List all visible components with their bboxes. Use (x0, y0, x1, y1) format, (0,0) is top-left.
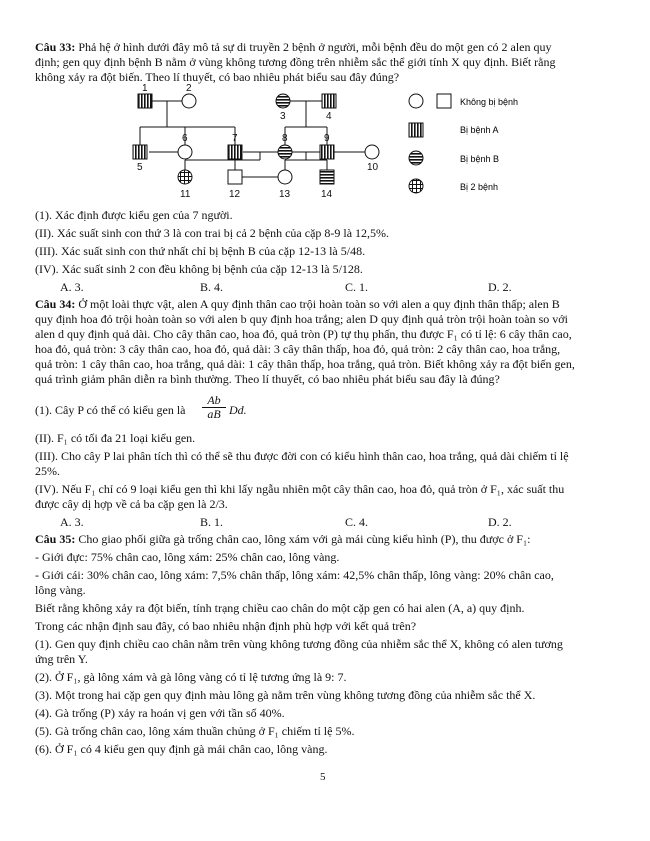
q35-statement-1a: (1). Gen quy định chiều cao chân nằm trên vùng không tương đồng của nhiễm sắc thể X, không có alen tương (35, 637, 563, 651)
q34-option-b: B. 1. (200, 515, 224, 529)
pedigree-num-4: 4 (326, 111, 332, 122)
q33-option-b: B. 4. (200, 280, 224, 294)
q33-line1: Câu 33: Phả hệ ở hình dưới đây mô tả sự di truyền 2 bệnh ở người, mỗi bệnh đều do một gen có 2 alen quy (35, 40, 552, 54)
individual-8 (278, 145, 292, 159)
individual-6 (178, 145, 192, 159)
individual-9 (320, 145, 334, 159)
q35-line1: Câu 35: Cho giao phối giữa gà trống chân cao, lông xám với gà mái cùng kiểu hình (P), thu được ở F₁: (35, 532, 531, 546)
q35-female-result-1: - Giới cái: 30% chân cao, lông xám: 7,5% chân thấp, lông xám: 42,5% chân thấp, lông vàng: 20% chân cao, (35, 568, 554, 582)
q35-female-result-2: lông vàng. (35, 583, 86, 597)
q34-line1: Câu 34: Ở một loài thực vật, alen A quy định thân cao trội hoàn toàn so với alen a quy định thân thấp; alen B (35, 297, 560, 311)
pedigree-diagram (0, 0, 650, 220)
q35-male-result: - Giới đực: 75% chân cao, lông xám: 25% chân cao, lông vàng. (35, 550, 340, 564)
pedigree-num-14: 14 (321, 189, 333, 200)
individual-3 (276, 94, 290, 108)
legend-disease-a (409, 123, 423, 137)
q35-label: Câu 35: (35, 532, 76, 546)
q35-statement-6: (6). Ở F₁ có 4 kiểu gen quy định gà mái chân cao, lông vàng. (35, 742, 328, 756)
q33-line2: định; gen quy định bệnh B nằm ở vùng không tương đồng trên nhiễm sắc thể giới tính X quy định. Biết rằng (35, 55, 556, 69)
pedigree-num-3: 3 (280, 111, 286, 122)
individual-1 (138, 94, 152, 108)
q35-statement-1b: ứng trên Y. (35, 652, 88, 666)
pedigree-num-1: 1 (142, 83, 148, 94)
q34-line3: alen d quy định quả dài. Cho cây thân cao, hoa đỏ, quả tròn (P) tự thụ phấn, thu được F₁ có tỉ lệ: 6 cây thân cao, (35, 327, 572, 341)
q33-line3: không xảy ra đột biến. Theo lí thuyết, có bao nhiêu phát biểu sau đây đúng? (35, 70, 400, 84)
individual-12 (228, 170, 242, 184)
q35-note-2: Trong các nhận định sau đây, có bao nhiêu nhận định phù hợp với kết quả trên? (35, 619, 417, 633)
individual-4 (322, 94, 336, 108)
legend-square-healthy (437, 94, 451, 108)
q33-statement-3: (III). Xác suất sinh con thứ nhất chỉ bị bệnh B của cặp 12-13 là 5/48. (35, 244, 366, 258)
pedigree-num-5: 5 (137, 162, 143, 173)
q34-option-c: C. 4. (345, 515, 369, 529)
q33-statement-1: (1). Xác định được kiểu gen của 7 người. (35, 208, 233, 222)
individual-13 (278, 170, 292, 184)
legend-a-label: Bị bệnh A (460, 125, 499, 135)
fraction-numerator: Ab (207, 393, 221, 407)
q33-statement-4: (IV). Xác suất sinh 2 con đều không bị bệnh của cặp 12-13 là 5/128. (35, 262, 363, 276)
q35-note-1: Biết rằng không xảy ra đột biến, tính trạng chiều cao chân do một cặp gen có hai alen (A, a) quy định. (35, 601, 525, 615)
q33-label: Câu 33: (35, 40, 76, 54)
q34-option-d: D. 2. (488, 515, 512, 529)
legend-both-diseases (409, 179, 423, 193)
q34-option-a: A. 3. (60, 515, 84, 529)
legend-disease-b (409, 151, 423, 165)
q35-statement-3: (3). Một trong hai cặp gen quy định màu lông gà nằm trên vùng không tương đồng của nhiễm sắc thể X. (35, 688, 536, 702)
fraction-denominator: aB (207, 407, 221, 421)
individual-11 (178, 170, 192, 184)
q34-statement-3b: 25%. (35, 464, 60, 478)
pedigree-num-8: 8 (282, 133, 288, 144)
individual-14 (320, 170, 334, 184)
legend-b-label: Bị bệnh B (460, 154, 500, 164)
genotype-fraction (202, 394, 226, 421)
individual-7 (228, 145, 242, 159)
q33-statement-2: (II). Xác suất sinh con thứ 3 là con trai bị cả 2 bệnh của cặp 8-9 là 12,5%. (35, 226, 390, 240)
pedigree-num-2: 2 (186, 83, 192, 94)
pedigree-num-10: 10 (367, 162, 379, 173)
q34-line6: quá trình giảm phân diễn ra bình thường. Theo lí thuyết, có bao nhiêu phát biểu sau đây là đúng? (35, 372, 500, 386)
q34-line5: quả tròn: 1 cây thân cao, hoa trắng, quả dài: 1 cây thân thấp, hoa trắng, quả tròn. Biết không xảy ra đột biến gen, (35, 357, 575, 371)
pedigree-num-13: 13 (279, 189, 291, 200)
q33-option-d: D. 2. (488, 280, 512, 294)
q34-statement-1: (1). Cây P có thể có kiểu gen là (35, 403, 186, 417)
q34-statement-3a: (III). Cho cây P lai phân tích thì có thể sẽ thu được đời con có kiểu hình thân cao, hoa trắng, quả dài chiếm tỉ lệ (35, 449, 569, 463)
pedigree-num-6: 6 (182, 133, 188, 144)
q33-option-a: A. 3. (60, 280, 84, 294)
pedigree-num-7: 7 (232, 133, 238, 144)
q34-line2: quy định hoa đỏ trội hoàn toàn so với alen b quy định hoa trắng; alen D quy định quả tròn trội hoàn toàn so với (35, 312, 568, 326)
q34-label: Câu 34: (35, 297, 76, 311)
q34-statement-1-tail: Dd. (229, 403, 247, 417)
legend-both-label: Bị 2 bệnh (460, 182, 499, 192)
q35-statement-2: (2). Ở F₁, gà lông xám và gà lông vàng có tỉ lệ tương ứng là 9: 7. (35, 670, 347, 684)
q34-statement-4b: được cây dị hợp về cả ba cặp gen là 2/3. (35, 497, 228, 511)
q34-line4: hoa đỏ, quả tròn: 3 cây thân cao, hoa đỏ, quả dài: 3 cây thân thấp, hoa đỏ, quả tròn: 2 cây thân cao, hoa trắng, (35, 342, 561, 356)
q34-statement-2: (II). F₁ có tối đa 21 loại kiểu gen. (35, 431, 196, 445)
q35-statement-5: (5). Gà trống chân cao, lông xám thuần chủng ở F₁ chiếm tỉ lệ 5%. (35, 724, 355, 738)
page-number: 5 (320, 771, 326, 783)
legend-circle-healthy (409, 94, 423, 108)
q34-statement-4a: (IV). Nếu F₁ chỉ có 9 loại kiểu gen thì khi lấy ngẫu nhiên một cây thân cao, hoa đỏ, quả tròn ở F₁, xác suất thu (35, 482, 565, 496)
individual-10 (365, 145, 379, 159)
pedigree-num-12: 12 (229, 189, 241, 200)
q35-statement-4: (4). Gà trống (P) xảy ra hoán vị gen với tần số 40%. (35, 706, 285, 720)
q33-option-c: C. 1. (345, 280, 369, 294)
pedigree-num-11: 11 (180, 189, 191, 200)
individual-5 (133, 145, 147, 159)
individual-2 (182, 94, 196, 108)
legend-healthy-label: Không bị bệnh (460, 97, 519, 107)
pedigree-num-9: 9 (324, 133, 330, 144)
